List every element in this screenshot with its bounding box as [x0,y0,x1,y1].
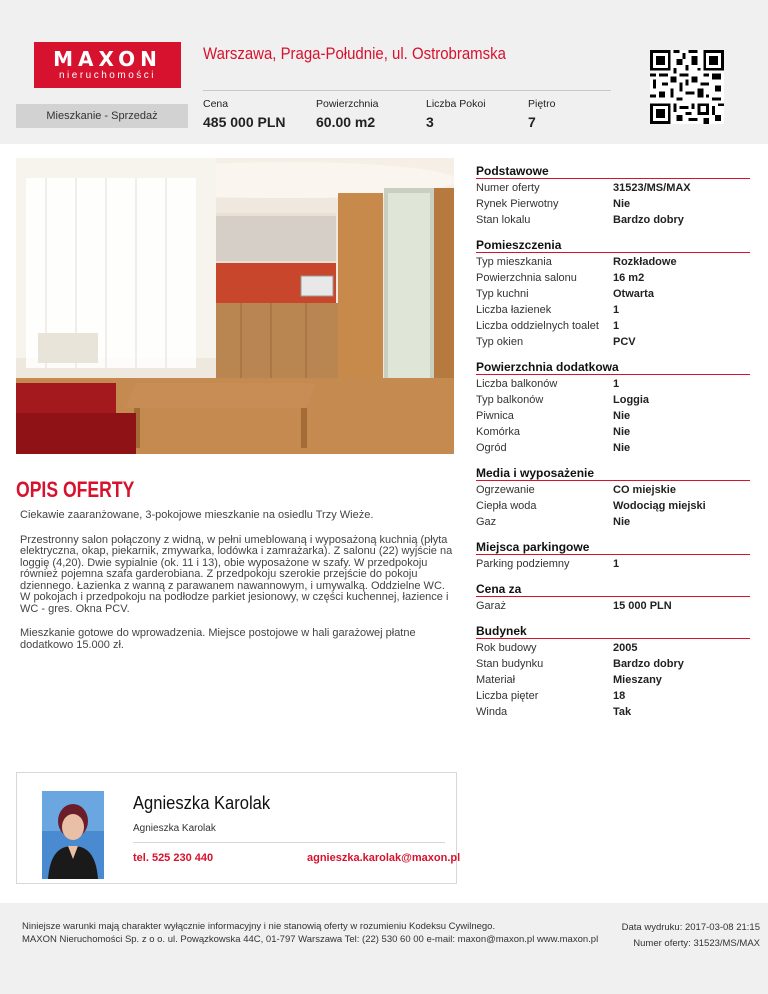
detail-label: Liczba balkonów [476,378,558,390]
detail-label: Powierzchnia salonu [476,272,577,284]
detail-row [476,408,750,424]
detail-row [476,334,750,350]
offer-type-badge: Mieszkanie - Sprzedaż [16,104,188,128]
detail-label: Liczba pięter [476,690,539,702]
detail-row [476,440,750,456]
agent-subtitle: Agnieszka Karolak [133,823,216,834]
detail-label: Liczba łazienek [476,304,552,316]
detail-label: Garaż [476,600,506,612]
detail-value: 16 m2 [613,272,645,284]
detail-row [476,302,750,318]
print-date: Data wydruku: 2017-03-08 21:15 [621,922,760,933]
detail-label: Winda [476,706,508,718]
section-title: Pomieszczenia [476,237,750,253]
key-stat-label: Cena [203,98,229,110]
footer-disclaimer [22,920,598,946]
section-title: Powierzchnia dodatkowa [476,359,750,375]
detail-value: Rozkładowe [613,256,677,268]
detail-label: Stan lokalu [476,214,531,226]
footer-meta [622,920,760,952]
detail-label: Ogród [476,442,507,454]
details-panel [476,163,750,729]
detail-label: Rok budowy [476,642,537,654]
detail-value: Otwarta [613,288,654,300]
key-stat-floor [528,98,555,130]
detail-row [476,212,750,228]
detail-row [476,556,750,572]
detail-label: Typ balkonów [476,394,544,406]
detail-value: CO miejskie [613,484,676,496]
logo-subtitle: nieruchomości [59,70,156,81]
footer-offer-number: Numer oferty: 31523/MS/MAX [633,938,760,949]
key-stat-area [316,98,378,130]
logo-wordmark: MAXON [53,47,162,71]
detail-row [476,286,750,302]
description-title: OPIS OFERTY [16,477,135,502]
detail-value: Loggia [613,394,650,406]
detail-row [476,376,750,392]
detail-label: Typ kuchni [476,288,529,300]
detail-value: PCV [613,336,636,348]
detail-value: Nie [613,516,631,528]
key-stat-value: 60.00 m2 [316,114,376,130]
detail-value: Wodociąg miejski [613,500,706,512]
detail-row [476,482,750,498]
detail-row [476,318,750,334]
detail-label: Typ mieszkania [476,256,552,268]
key-stat-value: 485 000 PLN [203,114,286,130]
detail-label: Ciepła woda [476,500,537,512]
detail-label: Gaz [476,516,497,528]
detail-row [476,180,750,196]
section-title: Media i wyposażenie [476,465,750,481]
detail-value: 31523/MS/MAX [613,182,691,194]
section-title: Cena za [476,581,750,597]
agent-name: Agnieszka Karolak [133,793,271,813]
detail-label: Parking podziemny [476,558,570,570]
detail-row [476,688,750,704]
agent-email-link[interactable]: agnieszka.karolak@maxon.pl [307,852,461,864]
detail-value: Tak [613,706,632,718]
description-paragraph: Mieszkanie gotowe do wprowadzenia. Miejsce postojowe w hali garażowej płatne dodatkowo 15.000 zł. [20,627,416,651]
section-media [476,465,750,530]
detail-row [476,270,750,286]
section-title: Miejsca parkingowe [476,539,750,555]
detail-row [476,656,750,672]
property-photo[interactable] [16,158,454,454]
detail-value: Mieszany [613,674,662,686]
section-title: Budynek [476,623,750,639]
detail-row [476,640,750,656]
key-stat-value: 3 [426,114,434,130]
section-pomieszczenia [476,237,750,350]
detail-value: Nie [613,442,631,454]
description-paragraph: Przestronny salon połączony z widną, w pełni umeblowaną i wyposażoną kuchnią (płyta elektryczna, okap, piekarnik, zmywarka, lodówka i zamrażarka). Z salonu (22) wyjście na loggię (4,20). Dwie sypialnie (ok. 11 i 13), obie wyposażone w szafy. W przedpokoju również pojemna szafa garderobiana. Z przedpokoju szerokie przejście do pokoju dziennego. Łazienka z wanną z parawanem nawannowym, i umywalką. Oddzielne WC. W pokojach i przedpokoju na podłodze parkiet jesionowy, w części kuchennej, łazience i WC - gres. Okna PCV. [20,533,453,615]
description-body [20,510,456,664]
detail-row [476,514,750,530]
detail-label: Typ okien [476,336,524,348]
description-paragraph: Ciekawie zaaranżowane, 3-pokojowe mieszkanie na osiedlu Trzy Wieże. [20,509,374,521]
property-address: Warszawa, Praga-Południe, ul. Ostrobramska [203,44,506,63]
detail-value: 1 [613,558,620,570]
detail-label: Rynek Pierwotny [476,198,559,210]
detail-row [476,704,750,720]
agent-card [16,772,461,884]
agent-phone-link[interactable]: tel. 525 230 440 [133,852,214,864]
detail-value: Nie [613,426,631,438]
detail-value: Nie [613,198,631,210]
detail-value: 1 [613,378,620,390]
detail-row [476,672,750,688]
section-podstawowe [476,163,750,228]
detail-label: Piwnica [476,410,514,422]
footer-company-line: MAXON Nieruchomości Sp. z o o. ul. Powązkowska 44C, 01-797 Warszawa Tel: (22) 530 60 00 e-mail: maxon@maxon.pl www.maxon.pl [22,934,599,945]
footer-disclaimer-line: Niniejsze warunki mają charakter wyłącznie informacyjny i nie stanowią oferty w rozumieniu Kodeksu Cywilnego. [22,921,496,932]
section-parking [476,539,750,572]
detail-value: Bardzo dobry [613,214,684,226]
agent-avatar [42,791,104,879]
key-stat-value: 7 [528,114,536,130]
key-stat-price [203,98,286,130]
section-budynek [476,623,750,720]
qr-code-icon[interactable] [650,50,724,124]
key-stat-label: Liczba Pokoi [426,98,486,110]
detail-label: Numer oferty [476,182,540,194]
detail-row [476,498,750,514]
detail-row [476,254,750,270]
detail-row [476,424,750,440]
detail-row [476,196,750,212]
maxon-logo[interactable] [34,42,181,88]
detail-label: Materiał [476,674,516,686]
detail-value: Bardzo dobry [613,658,684,670]
header-divider [203,90,611,91]
detail-label: Komórka [476,426,521,438]
key-stat-label: Piętro [528,98,556,110]
key-stat-label: Powierzchnia [316,98,379,110]
section-powierzchnia-dodatkowa [476,359,750,456]
detail-value: 2005 [613,642,638,654]
detail-value: 18 [613,690,626,702]
detail-label: Ogrzewanie [476,484,535,496]
detail-label: Liczba oddzielnych toalet [476,320,599,332]
detail-row [476,392,750,408]
detail-value: Nie [613,410,631,422]
agent-divider [133,842,445,843]
key-stat-rooms [426,98,486,130]
detail-label: Stan budynku [476,658,544,670]
section-title: Podstawowe [476,163,750,179]
detail-value: 15 000 PLN [613,600,672,612]
detail-value: 1 [613,304,620,316]
detail-value: 1 [613,320,620,332]
detail-row [476,598,750,614]
section-cena-za [476,581,750,614]
